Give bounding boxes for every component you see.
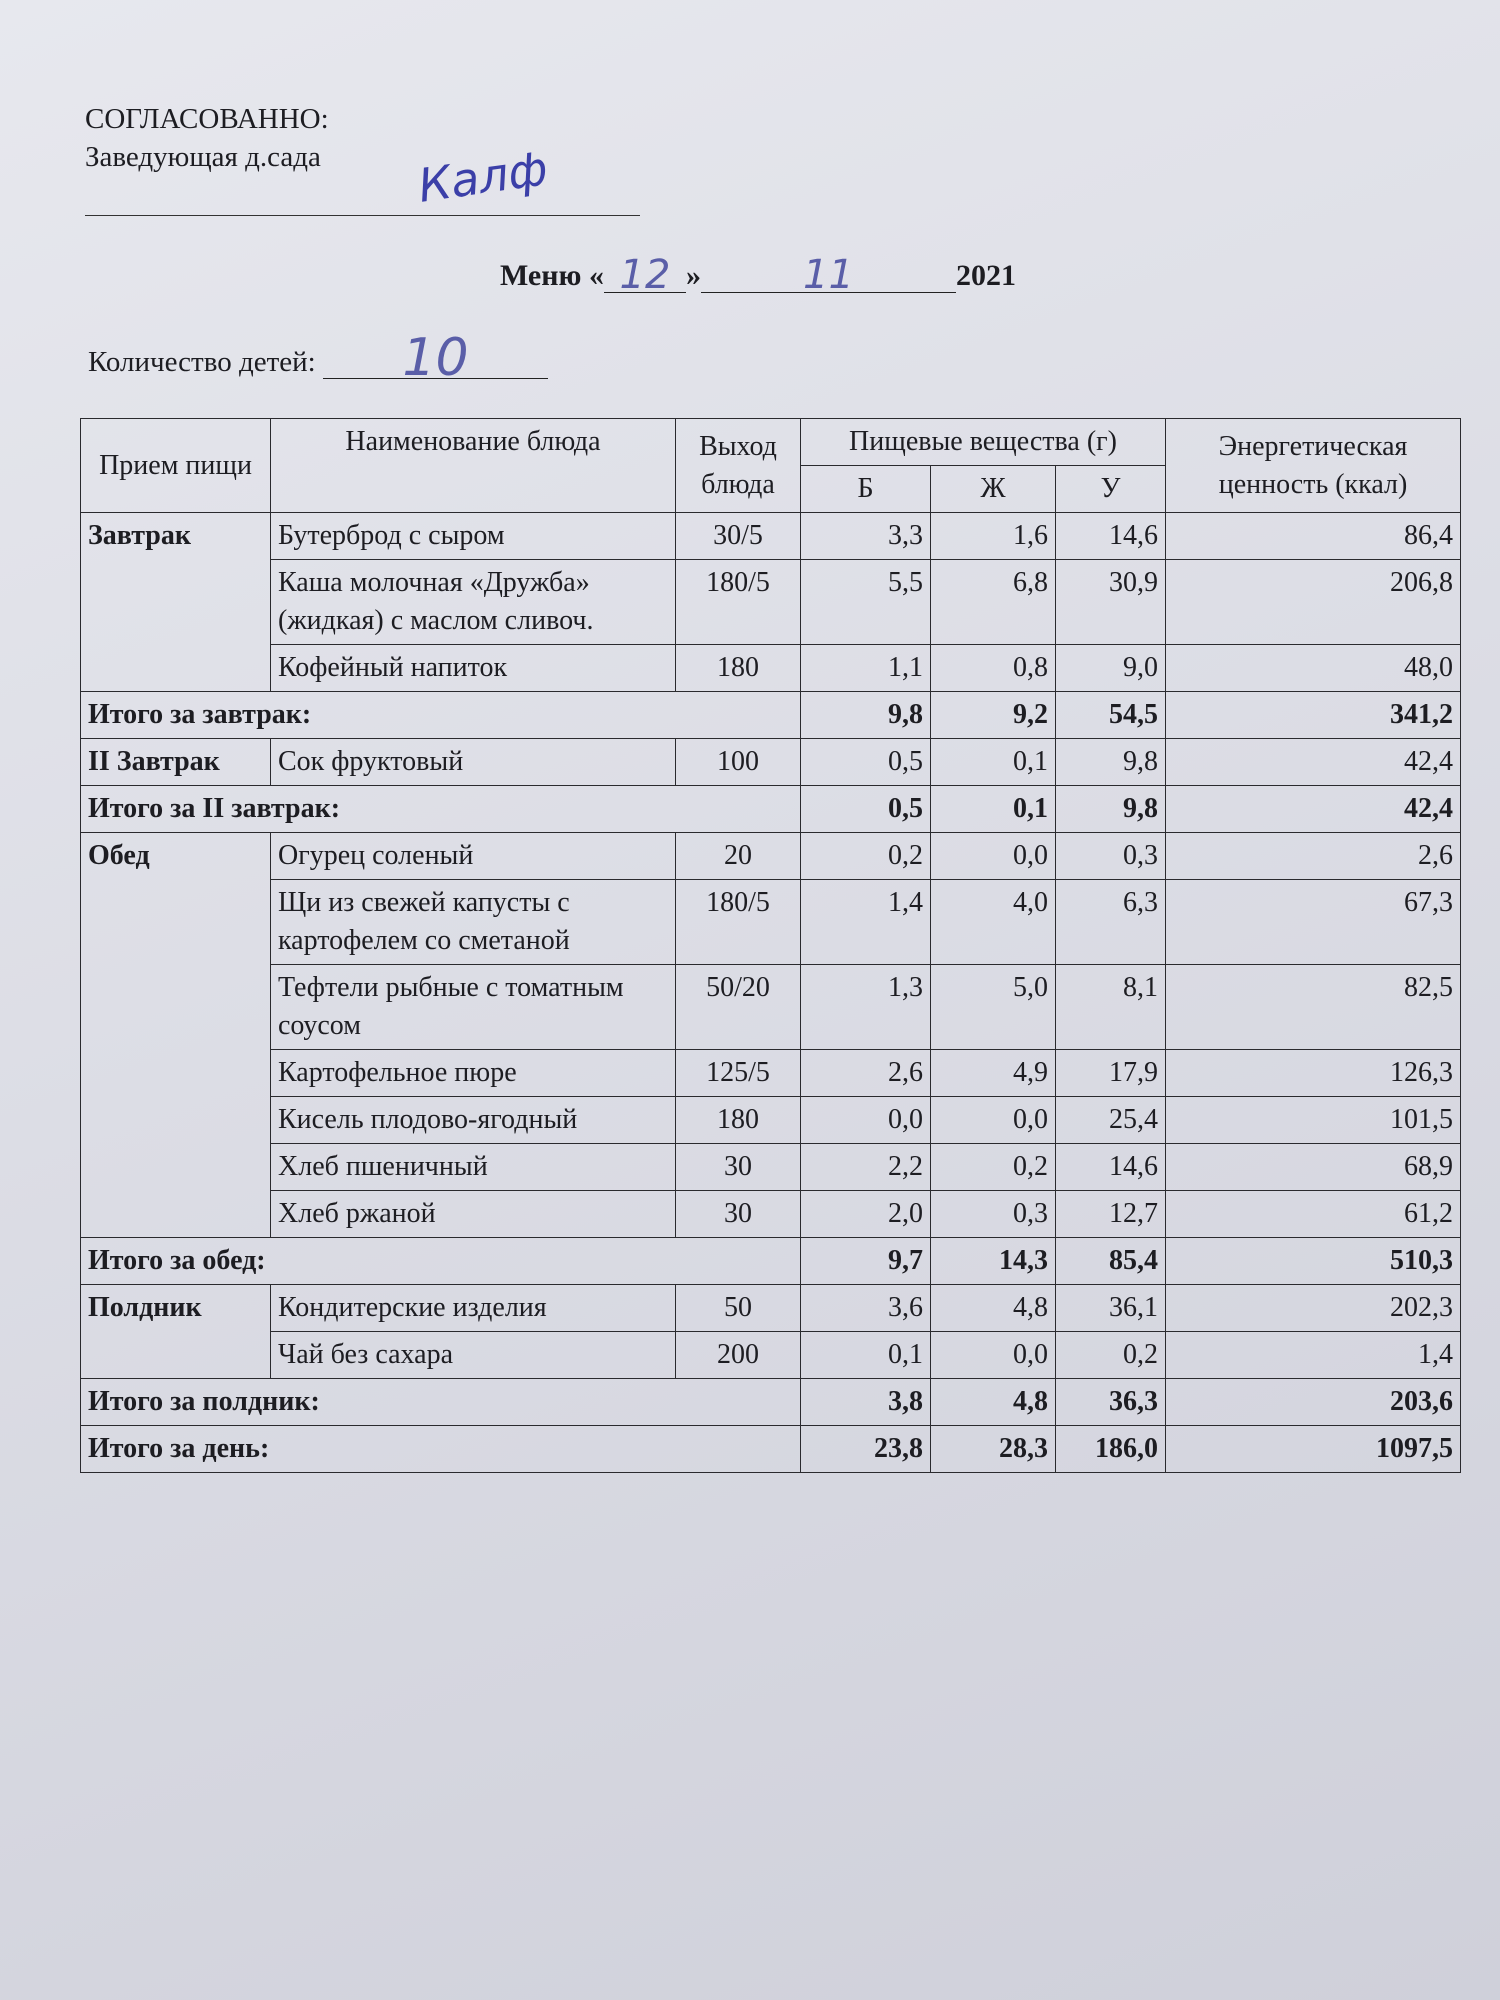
dish-fat: 4,0 [931,880,1056,965]
dish-protein: 1,1 [801,645,931,692]
header-meal: Прием пищи [81,419,271,513]
dish-carbs: 14,6 [1056,1144,1166,1191]
meal-lunch: Обед [81,833,271,1238]
table-row [81,1332,1461,1379]
dish-protein: 0,5 [801,739,931,786]
dish-kcal: 82,5 [1166,965,1461,1050]
dish-kcal: 2,6 [1166,833,1461,880]
menu-year: 2021 [955,259,1016,292]
dish-name: Каша молочная «Дружба» (жидкая) с маслом сливоч. [271,560,676,645]
total-kcal: 341,2 [1166,692,1461,739]
dish-name: Кондитерские изделия [271,1285,676,1332]
table-row [81,739,1461,786]
dish-fat: 6,8 [931,560,1056,645]
meal-breakfast: Завтрак [81,513,271,692]
dish-protein: 1,4 [801,880,931,965]
table-row [81,833,1461,880]
total-fat: 4,8 [931,1379,1056,1426]
dish-fat: 4,8 [931,1285,1056,1332]
total-carbs: 186,0 [1056,1426,1166,1473]
total-label: Итого за II завтрак: [81,786,801,833]
dish-protein: 3,3 [801,513,931,560]
total-fat: 0,1 [931,786,1056,833]
dish-yield: 30 [676,1191,801,1238]
handwritten-signature: Калф [414,141,551,213]
children-label: Количество детей: [88,346,316,378]
dish-fat: 0,3 [931,1191,1056,1238]
dish-yield: 50/20 [676,965,801,1050]
dish-carbs: 9,0 [1056,645,1166,692]
total-protein: 9,8 [801,692,931,739]
dish-kcal: 206,8 [1166,560,1461,645]
dish-name: Кисель плодово-ягодный [271,1097,676,1144]
dish-name: Тефтели рыбные с томатным соусом [271,965,676,1050]
dish-name: Кофейный напиток [271,645,676,692]
dish-name: Щи из свежей капусты с картофелем со сметаной [271,880,676,965]
dish-carbs: 25,4 [1056,1097,1166,1144]
table-row [81,1144,1461,1191]
dish-carbs: 6,3 [1056,880,1166,965]
children-count-blank [323,328,548,388]
menu-month-blank [701,252,956,298]
dish-kcal: 42,4 [1166,739,1461,786]
total-kcal: 42,4 [1166,786,1461,833]
total-carbs: 54,5 [1056,692,1166,739]
dish-fat: 0,8 [931,645,1056,692]
dish-protein: 0,2 [801,833,931,880]
total-label: Итого за день: [81,1426,801,1473]
dish-name: Хлеб ржаной [271,1191,676,1238]
dish-yield: 30/5 [676,513,801,560]
total-row-breakfast2 [81,786,1461,833]
dish-protein: 2,0 [801,1191,931,1238]
dish-name: Бутерброд с сыром [271,513,676,560]
dish-fat: 1,6 [931,513,1056,560]
dish-protein: 3,6 [801,1285,931,1332]
header-nutrients: Пищевые вещества (г) [801,419,1166,466]
dish-kcal: 1,4 [1166,1332,1461,1379]
dish-name: Сок фруктовый [271,739,676,786]
dish-fat: 0,0 [931,833,1056,880]
dish-name: Чай без сахара [271,1332,676,1379]
table-row [81,645,1461,692]
total-fat: 28,3 [931,1426,1056,1473]
menu-table [80,418,1461,1473]
dish-kcal: 101,5 [1166,1097,1461,1144]
dish-fat: 0,0 [931,1097,1056,1144]
total-carbs: 85,4 [1056,1238,1166,1285]
dish-fat: 0,1 [931,739,1056,786]
menu-title [500,252,1016,298]
approval-heading: СОГЛАСОВАННО: [85,103,329,135]
table-row [81,1050,1461,1097]
dish-carbs: 12,7 [1056,1191,1166,1238]
total-row-breakfast [81,692,1461,739]
dish-yield: 100 [676,739,801,786]
approval-position: Заведующая д.сада [85,141,321,173]
dish-protein: 5,5 [801,560,931,645]
total-row-snack [81,1379,1461,1426]
table-row [81,513,1461,560]
dish-yield: 180 [676,1097,801,1144]
header-yield: Выход блюда [676,419,801,513]
total-protein: 3,8 [801,1379,931,1426]
dish-yield: 50 [676,1285,801,1332]
table-row [81,880,1461,965]
dish-yield: 125/5 [676,1050,801,1097]
header-row [81,419,1461,466]
menu-day-blank [604,252,686,298]
header-dish: Наименование блюда [271,419,676,513]
total-row-day [81,1426,1461,1473]
total-label: Итого за обед: [81,1238,801,1285]
dish-carbs: 14,6 [1056,513,1166,560]
menu-day: 12 [619,252,671,298]
table-row [81,965,1461,1050]
dish-fat: 0,2 [931,1144,1056,1191]
dish-name: Огурец соленый [271,833,676,880]
total-label: Итого за полдник: [81,1379,801,1426]
total-carbs: 9,8 [1056,786,1166,833]
dish-carbs: 0,2 [1056,1332,1166,1379]
dish-protein: 0,0 [801,1097,931,1144]
table-row [81,560,1461,645]
dish-kcal: 67,3 [1166,880,1461,965]
total-label: Итого за завтрак: [81,692,801,739]
total-kcal: 203,6 [1166,1379,1461,1426]
menu-month: 11 [803,252,854,298]
header-protein: Б [801,466,931,513]
menu-title-prefix: Меню « [500,259,604,292]
dish-kcal: 202,3 [1166,1285,1461,1332]
total-kcal: 1097,5 [1166,1426,1461,1473]
children-count-line [88,328,548,388]
table-row [81,1285,1461,1332]
dish-carbs: 9,8 [1056,739,1166,786]
approval-block [85,100,329,176]
header-carbs: У [1056,466,1166,513]
header-energy: Энергетическая ценность (ккал) [1166,419,1461,513]
dish-carbs: 17,9 [1056,1050,1166,1097]
dish-protein: 1,3 [801,965,931,1050]
total-protein: 0,5 [801,786,931,833]
dish-yield: 180/5 [676,560,801,645]
meal-breakfast2: II Завтрак [81,739,271,786]
dish-kcal: 86,4 [1166,513,1461,560]
total-row-lunch [81,1238,1461,1285]
dish-fat: 0,0 [931,1332,1056,1379]
total-fat: 9,2 [931,692,1056,739]
meal-snack: Полдник [81,1285,271,1379]
dish-fat: 4,9 [931,1050,1056,1097]
dish-protein: 0,1 [801,1332,931,1379]
dish-protein: 2,6 [801,1050,931,1097]
dish-yield: 180/5 [676,880,801,965]
dish-carbs: 8,1 [1056,965,1166,1050]
dish-fat: 5,0 [931,965,1056,1050]
dish-carbs: 0,3 [1056,833,1166,880]
dish-carbs: 36,1 [1056,1285,1166,1332]
dish-name: Картофельное пюре [271,1050,676,1097]
children-count: 10 [402,328,469,388]
dish-yield: 20 [676,833,801,880]
total-kcal: 510,3 [1166,1238,1461,1285]
dish-yield: 30 [676,1144,801,1191]
dish-kcal: 126,3 [1166,1050,1461,1097]
dish-yield: 200 [676,1332,801,1379]
dish-kcal: 48,0 [1166,645,1461,692]
total-protein: 23,8 [801,1426,931,1473]
dish-kcal: 68,9 [1166,1144,1461,1191]
table-row [81,1191,1461,1238]
dish-kcal: 61,2 [1166,1191,1461,1238]
total-fat: 14,3 [931,1238,1056,1285]
total-protein: 9,7 [801,1238,931,1285]
dish-carbs: 30,9 [1056,560,1166,645]
menu-title-middle: » [685,259,701,292]
dish-protein: 2,2 [801,1144,931,1191]
table-row [81,1097,1461,1144]
dish-name: Хлеб пшеничный [271,1144,676,1191]
dish-yield: 180 [676,645,801,692]
header-fat: Ж [931,466,1056,513]
total-carbs: 36,3 [1056,1379,1166,1426]
signature-line [85,215,640,216]
